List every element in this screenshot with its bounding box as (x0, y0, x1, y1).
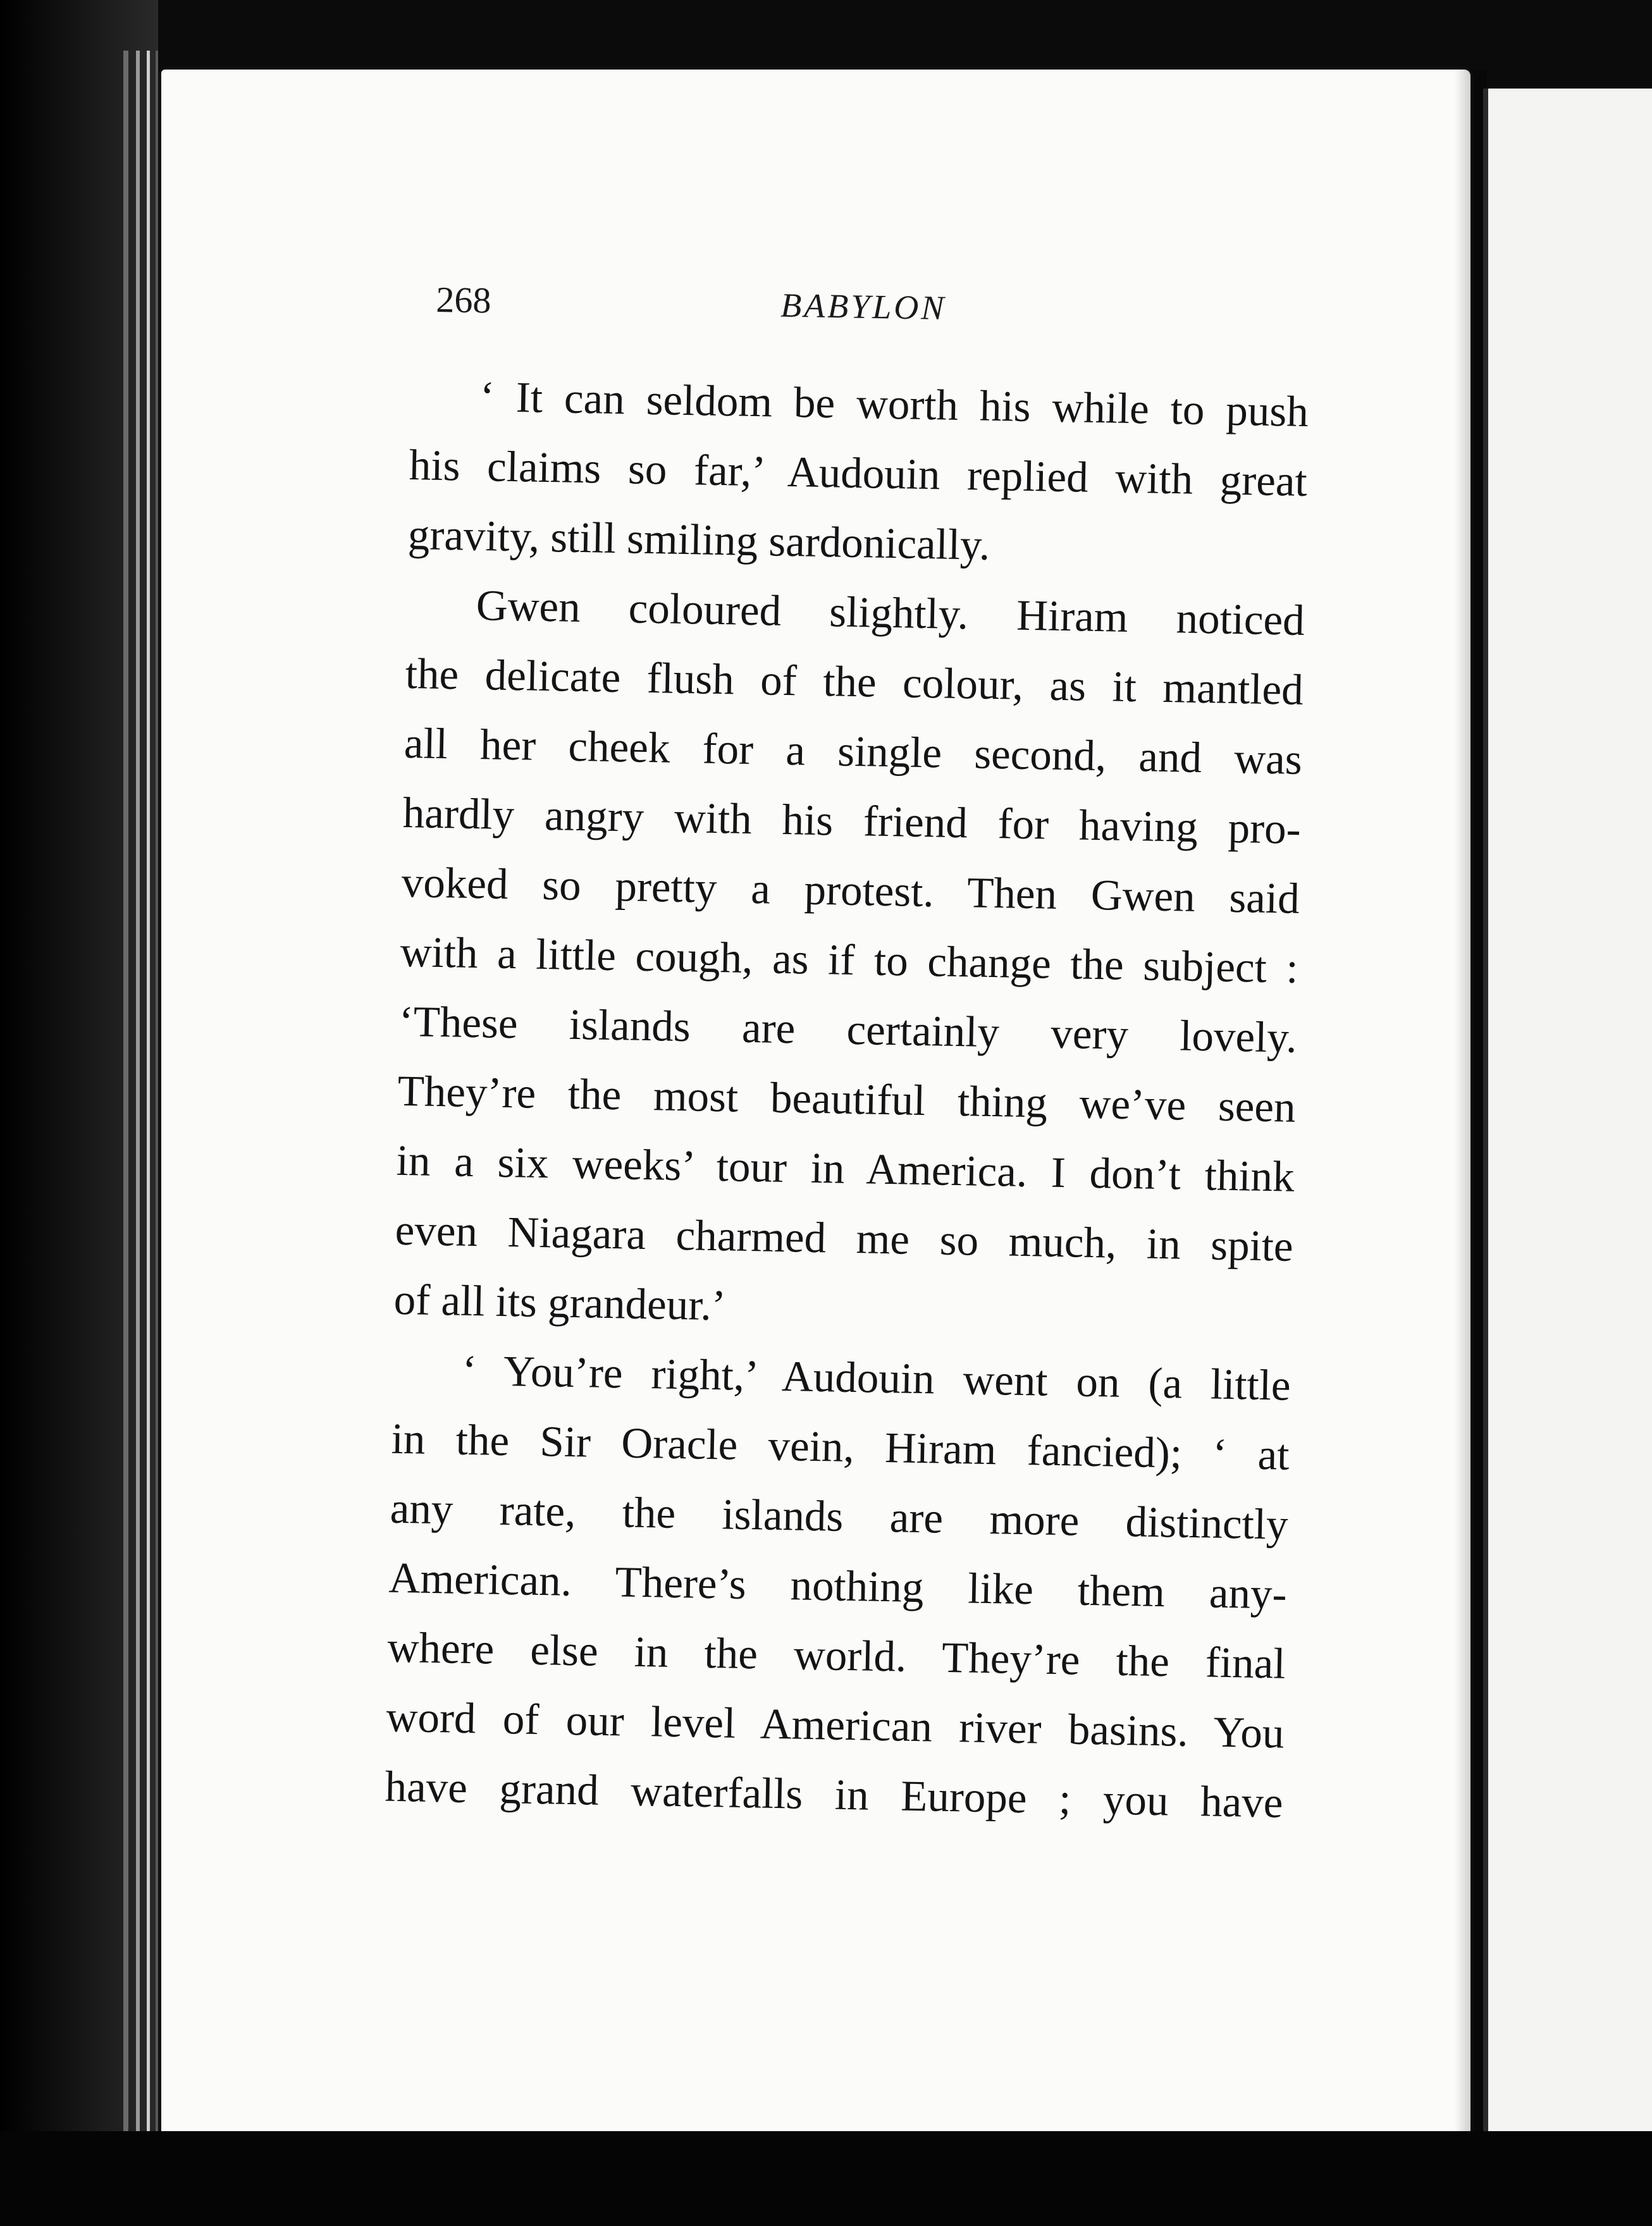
text-line: his claims so far,’ Audouin replied with great (409, 440, 1308, 505)
text-line: even Niagara charmed me so much, in spite (395, 1205, 1294, 1270)
page-edge-line (123, 51, 128, 2137)
text-line: in a six weeks’ tour in America. I don’t think (396, 1136, 1295, 1201)
text-line: the delicate flush of the colour, as it mantled (405, 649, 1304, 714)
text-line: voked so pretty a protest. Then Gwen said (401, 858, 1300, 923)
body-text (385, 360, 1309, 1838)
scan-border (0, 2131, 1652, 2226)
text-line: all her cheek for a single second, and was (404, 718, 1303, 784)
text-line: ‘ It can seldom be worth his while to push (479, 372, 1309, 436)
page-edge-line (156, 51, 158, 2137)
gutter-shadow (1455, 70, 1486, 2156)
page-edge-line (147, 51, 150, 2137)
running-title: BABYLON (780, 286, 947, 328)
text-line: where else in the world. They’re the final (387, 1623, 1286, 1688)
page-edge-line (136, 51, 140, 2137)
text-line: ‘ You’re right,’ Audouin went on (a little (462, 1346, 1291, 1410)
text-line: have grand waterfalls in Europe ; you have (384, 1762, 1284, 1827)
text-line: They’re the most beautiful thing we’ve seen (397, 1066, 1297, 1131)
text-line: gravity, still smiling sardonically. (407, 510, 991, 569)
text-line: hardly angry with his friend for having pro- (402, 788, 1302, 853)
page-number: 268 (435, 278, 491, 321)
text-line: ‘These islands are certainly very lovely. (398, 997, 1298, 1062)
text-line: of all its grandeur.’ (393, 1275, 727, 1330)
text-line: any rate, the islands are more distinctly (390, 1484, 1289, 1549)
text-line: in the Sir Oracle vein, Hiram fancied); ‘ at (391, 1414, 1290, 1479)
book-spine-edge (0, 0, 158, 2226)
text-line: Gwen coloured slightly. Hiram noticed (476, 581, 1305, 644)
facing-page (1483, 89, 1652, 2175)
text-line: American. There’s nothing like them any- (388, 1553, 1288, 1618)
text-line: with a little cough, as if to change the subject : (400, 927, 1299, 992)
text-line: word of our level American river basins. You (385, 1692, 1285, 1757)
